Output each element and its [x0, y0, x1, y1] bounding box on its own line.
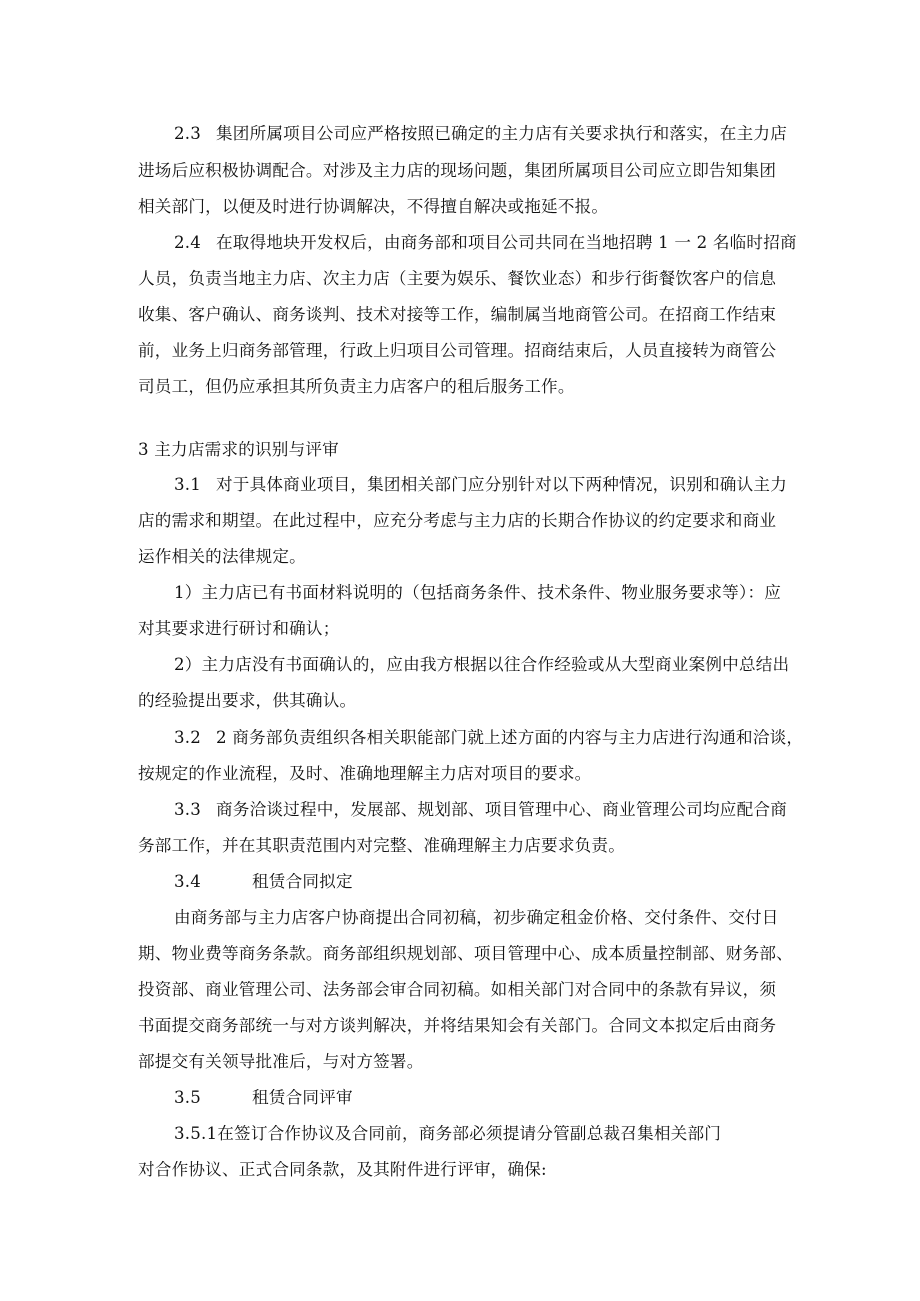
paragraph-text: 商务洽谈过程中，发展部、规划部、项目管理中心、商业管理公司均应配合商 — [216, 800, 787, 819]
section-title: 租赁合同评审 — [252, 1088, 353, 1107]
paragraph-text: 集团所属项目公司应严格按照已确定的主力店有关要求执行和落实，在主力店 — [216, 124, 787, 143]
section-title: 租赁合同拟定 — [252, 872, 353, 891]
section-number: 3.3 — [174, 800, 201, 819]
section-3-4-line-1: 由商务部与主力店客户协商提出合同初稿，初步确定租金价格、交付条件、交付日 — [174, 908, 779, 927]
section-3-4-line-4: 书面提交商务部统一与对方谈判解决，并将结果知会有关部门。合同文本拟定后由商务 — [138, 1016, 777, 1035]
section-number: 3.5.1 — [174, 1124, 218, 1143]
section-2-4-line-5: 司员工，但仍应承担其所负责主力店客户的租后服务工作。 — [138, 377, 575, 396]
list-item-1-line-2: 对其要求进行研讨和确认； — [138, 619, 340, 638]
list-item-2-line-1: 2）主力店没有书面确认的，应由我方根据以往合作经验或从大型商业案例中总结出 — [174, 655, 790, 674]
section-3-3-line-2: 务部工作，并在其职责范围内对完整、准确理解主力店要求负责。 — [138, 836, 626, 855]
section-3-4-heading — [174, 872, 353, 892]
section-3-1-line-1 — [174, 475, 787, 495]
paragraph-text: 2 商务部负责组织各相关职能部门就上述方面的内容与主力店进行沟通和洽谈， — [216, 728, 804, 747]
paragraph-text: 对于具体商业项目，集团相关部门应分别针对以下两种情况，识别和确认主力 — [216, 475, 787, 494]
paragraph-text: 在取得地块开发权后，由商务部和项目公司共同在当地招聘 1 一 2 名临时招商 — [216, 233, 797, 252]
section-3-4-line-5: 部提交有关领导批准后，与对方签署。 — [138, 1052, 424, 1071]
section-number: 2.4 — [174, 233, 201, 252]
section-3-2-line-2: 按规定的作业流程，及时、准确地理解主力店对项目的要求。 — [138, 764, 592, 783]
section-2-4-line-4: 前，业务上归商务部管理，行政上归项目公司管理。招商结束后，人员直接转为商管公 — [138, 341, 777, 360]
list-item-1-line-1: 1）主力店已有书面材料说明的（包括商务条件、技术条件、物业服务要求等）：应 — [174, 583, 782, 602]
section-2-4-line-1 — [174, 233, 797, 253]
section-3-1-line-3: 运作相关的法律规定。 — [138, 547, 306, 566]
section-number: 3.2 — [174, 728, 201, 747]
section-number: 3.5 — [174, 1088, 201, 1107]
section-2-3-line-2: 进场后应积极协调配合。对涉及主力店的现场问题，集团所属项目公司应立即告知集团 — [138, 161, 777, 180]
section-number: 2.3 — [174, 124, 201, 143]
section-number: 3.4 — [174, 872, 201, 891]
section-number: 3.1 — [174, 475, 201, 494]
section-3-1-line-2: 店的需求和期望。在此过程中，应充分考虑与主力店的长期合作协议的约定要求和商业 — [138, 511, 777, 530]
section-3-5-heading — [174, 1088, 353, 1108]
section-2-3-line-3: 相关部门，以便及时进行协调解决，不得擅自解决或拖延不报。 — [138, 197, 609, 216]
list-item-2-line-2: 的经验提出要求，供其确认。 — [138, 691, 357, 710]
section-3-4-line-3: 投资部、商业管理公司、法务部会审合同初稿。如相关部门对合同中的条款有异议，须 — [138, 980, 777, 999]
section-3-5-1-line-1 — [174, 1124, 721, 1144]
section-3-3-line-1 — [174, 800, 787, 820]
section-2-4-line-2: 人员，负责当地主力店、次主力店（主要为娱乐、餐饮业态）和步行街餐饮客户的信息 — [138, 269, 777, 288]
section-3-2-line-1 — [174, 728, 803, 748]
section-2-4-line-3: 收集、客户确认、商务谈判、技术对接等工作，编制属当地商管公司。在招商工作结束 — [138, 305, 777, 324]
section-2-3-line-1 — [174, 124, 787, 144]
section-3-5-1-line-2: 对合作协议、正式合同条款，及其附件进行评审，确保: — [138, 1160, 547, 1179]
paragraph-text: 在签订合作协议及合同前，商务部必须提请分管副总裁召集相关部门 — [217, 1124, 722, 1143]
section-3-heading: 3 主力店需求的识别与评审 — [138, 440, 339, 459]
section-3-4-line-2: 期、物业费等商务条款。商务部组织规划部、项目管理中心、成本质量控制部、财务部、 — [138, 944, 793, 963]
